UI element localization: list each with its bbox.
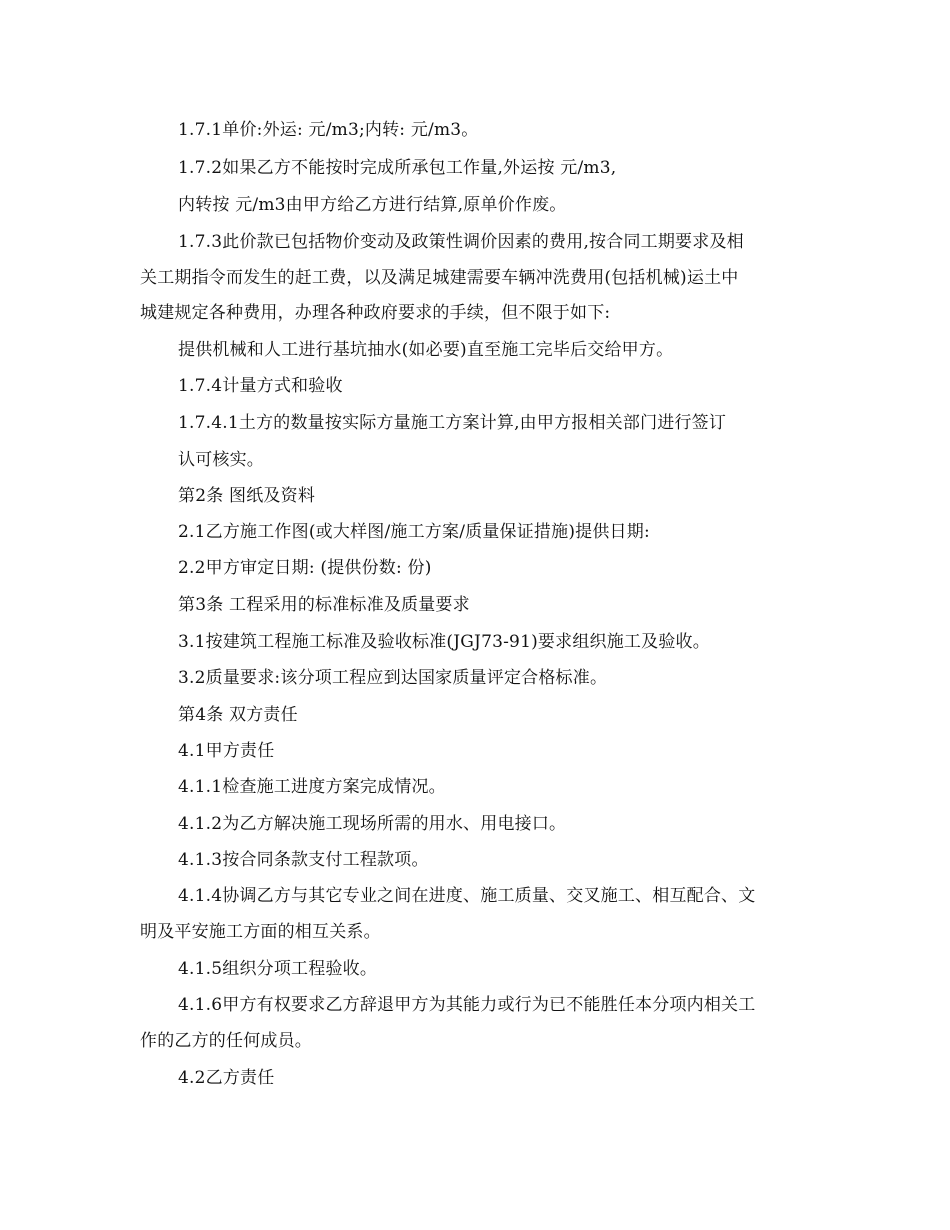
text-line: 明及平安施工方面的相互关系。 bbox=[140, 922, 381, 942]
text-line: 1.7.3此价款已包括物价变动及政策性调价因素的费用,按合同工期要求及相 bbox=[178, 232, 744, 252]
text-line: 1.7.4计量方式和验收 bbox=[178, 376, 343, 396]
text-line: 城建规定各种费用，办理各种政府要求的手续，但不限于如下: bbox=[140, 303, 611, 323]
text-line: 认可核实。 bbox=[178, 450, 264, 470]
text-line: 4.1.1检查施工进度方案完成情况。 bbox=[178, 777, 446, 797]
text-line: 4.1甲方责任 bbox=[178, 741, 275, 761]
text-line: 4.1.3按合同条款支付工程款项。 bbox=[178, 850, 429, 870]
text-line: 作的乙方的任何成员。 bbox=[140, 1031, 312, 1051]
text-line: 1.7.1单价:外运: 元/m3;内转: 元/m3。 bbox=[178, 120, 479, 140]
text-line: 关工期指令而发生的赶工费，以及满足城建需要车辆冲洗费用(包括机械)运土中 bbox=[140, 268, 739, 288]
section-heading: 第4条 双方责任 bbox=[178, 705, 298, 725]
text-line: 1.7.2如果乙方不能按时完成所承包工作量,外运按 元/m3, bbox=[178, 158, 617, 178]
text-line: 3.1按建筑工程施工标准及验收标准(JGJ73-91)要求组织施工及验收。 bbox=[178, 632, 710, 652]
text-line: 2.1乙方施工作图(或大样图/施工方案/质量保证措施)提供日期: bbox=[178, 522, 650, 542]
text-line: 4.2乙方责任 bbox=[178, 1068, 275, 1088]
text-line: 4.1.5组织分项工程验收。 bbox=[178, 959, 378, 979]
text-line: 内转按 元/m3由甲方给乙方进行结算,原单价作废。 bbox=[178, 195, 567, 215]
text-line: 提供机械和人工进行基坑抽水(如必要)直至施工完毕后交给甲方。 bbox=[178, 340, 674, 360]
text-line: 4.1.2为乙方解决施工现场所需的用水、用电接口。 bbox=[178, 814, 567, 834]
text-line: 2.2甲方审定日期: (提供份数: 份) bbox=[178, 558, 432, 578]
section-heading: 第2条 图纸及资料 bbox=[178, 486, 316, 506]
text-line: 3.2质量要求:该分项工程应到达国家质量评定合格标准。 bbox=[178, 668, 608, 688]
section-heading: 第3条 工程采用的标准标准及质量要求 bbox=[178, 595, 470, 615]
text-line: 4.1.4协调乙方与其它专业之间在进度、施工质量、交叉施工、相互配合、文 bbox=[178, 886, 756, 906]
text-line: 1.7.4.1土方的数量按实际方量施工方案计算,由甲方报相关部门进行签订 bbox=[178, 413, 727, 433]
text-line: 4.1.6甲方有权要求乙方辞退甲方为其能力或行为已不能胜任本分项内相关工 bbox=[178, 995, 756, 1015]
